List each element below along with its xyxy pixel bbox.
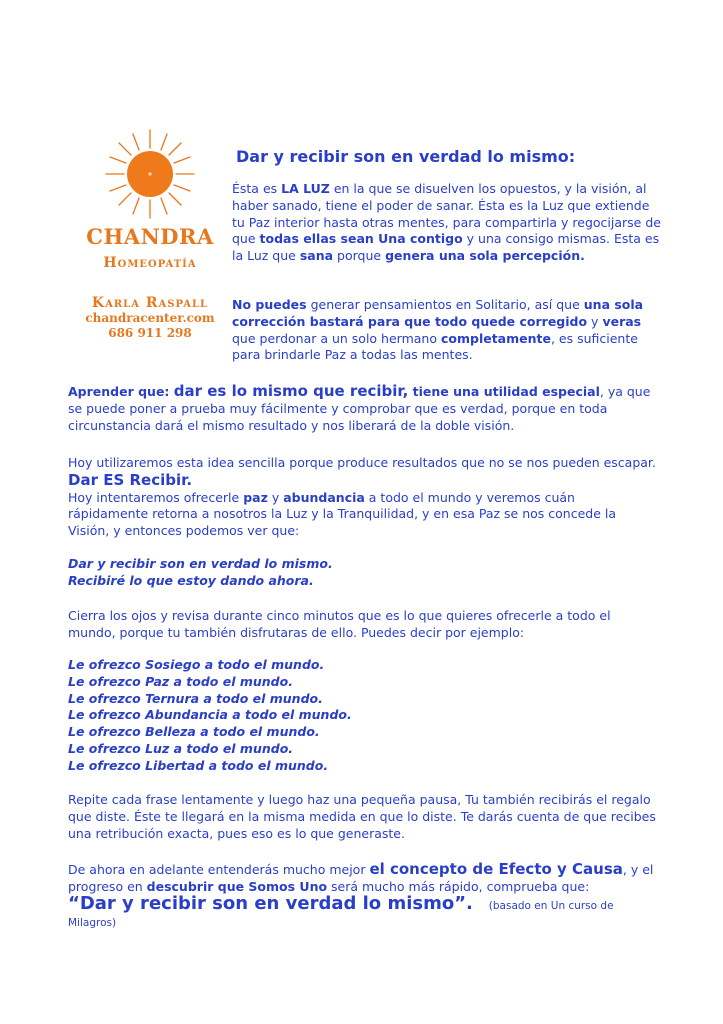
affirmation-line: Recibiré lo que estoy dando ahora.: [68, 572, 314, 588]
closing-quote: “Dar y recibir son en verdad lo mismo”.: [68, 892, 473, 914]
brand-name: CHANDRA: [86, 224, 214, 249]
website: chandracenter.com: [85, 311, 215, 325]
offer-item: Le ofrezco Paz a todo el mundo.: [68, 673, 293, 689]
chandra-logo: [70, 128, 230, 341]
brand-subtitle: Homeopatía: [103, 255, 197, 271]
offer-list: [68, 657, 658, 775]
paragraph-cierra: Cierra los ojos y revisa durante cinco minutos que es lo que quieres ofrecerle a todo el mundo, porque tu también disfrutaras de ello. Puedes decir por ejemplo:: [68, 608, 611, 640]
affirmation-block: [68, 556, 658, 590]
offer-item: Le ofrezco Ternura a todo el mundo.: [68, 690, 323, 706]
offer-item: Le ofrezco Sosiego a todo el mundo.: [68, 657, 325, 672]
offer-item: Le ofrezco Libertad a todo el mundo.: [68, 757, 329, 773]
paragraph-aprender: Aprender que: dar es lo mismo que recibir, tiene una utilidad especial, ya que se puede poner a prueba muy fácilmente y comprobar que es verdad, porque en toda circunstancia dará el mismo resultado y nos liberará de la doble visión.: [68, 382, 651, 433]
sun-icon: [104, 128, 196, 220]
offer-item: Le ofrezco Luz a todo el mundo.: [68, 740, 294, 756]
affirmation-line: Dar y recibir son en verdad lo mismo.: [68, 556, 333, 571]
author-name: Karla Raspall: [91, 295, 209, 311]
page-title: Dar y recibir son en verdad lo mismo:: [236, 147, 576, 166]
intro-paragraph-2: No puedes generar pensamientos en Solitario, así que una sola corrección bastará para que todo quede corregido y veras que perdonar a un solo hermano completamente, es suficiente para brindarle Paz a todas las mentes.: [232, 297, 644, 363]
source-note: (basado en Un curso de Milagros): [68, 899, 614, 930]
paragraph-repite: Repite cada frase lentamente y luego haz una pequeña pausa, Tu también recibirás el regalo que diste. Éste te llegará en la misma medida en que lo diste. Te darás cuenta de que recibes una retribución exacta, pues eso es lo que generaste.: [68, 792, 656, 841]
phone: 686 911 298: [108, 326, 192, 340]
paragraph-conclusion: De ahora en adelante entenderás mucho mejor el concepto de Efecto y Causa, y el progreso en descubrir que Somos Uno será mucho más rápido, comprueba que: “Dar y recibir son en verdad lo mismo”. (basado en Un curso de Milagros): [68, 860, 654, 930]
paragraph-hoy: Hoy utilizaremos esta idea sencilla porque produce resultados que no se nos pueden escapar. Dar ES Recibir. Hoy intentaremos ofrecerle paz y abundancia a todo el mundo y veremos cuán rápidamente retorna a nosotros la Luz y la Tranquilidad, y en esa Paz se nos concede la Visión, y entonces podemos ver que:: [68, 455, 656, 539]
offer-item: Le ofrezco Abundancia a todo el mundo.: [68, 707, 352, 723]
offer-item: Le ofrezco Belleza a todo el mundo.: [68, 724, 320, 740]
intro-paragraph-1: Ésta es LA LUZ en la que se disuelven los opuestos, y la visión, al haber sanado, tiene el poder de sanar. Ésta es la Luz que extiende tu Paz interior hasta otras mentes, para compartirla y regocijarse de que todas ellas sean Una contigo y una consigo mismas. Esta es la Luz que sana porque genera una sola percepción.: [232, 181, 661, 264]
